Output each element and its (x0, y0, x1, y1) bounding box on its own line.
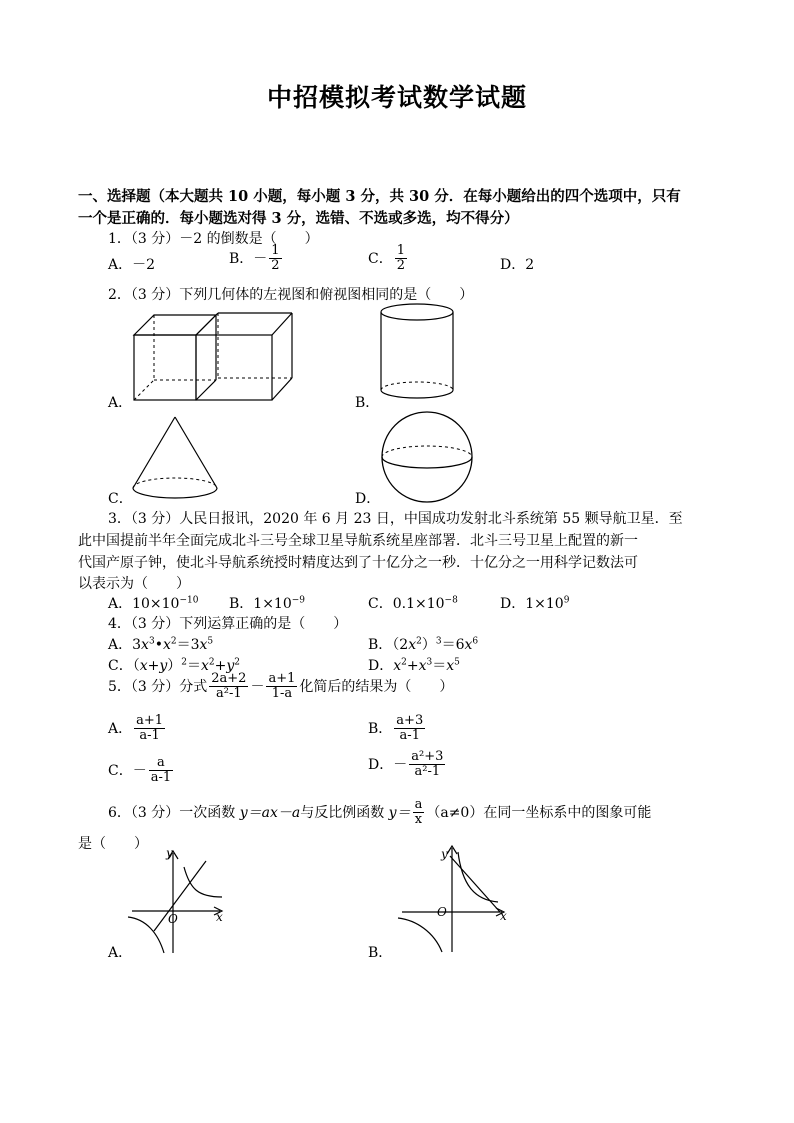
q1-c-den: 2 (396, 257, 405, 273)
q4-b-eq: ＝6 (441, 637, 465, 653)
cylinder-figure (375, 302, 460, 402)
q4-b-e2: 3 (435, 636, 442, 647)
q3-c-exp: −8 (444, 595, 458, 606)
q4-b-e1: 2 (416, 636, 422, 647)
q6-b-y-label: y (441, 847, 448, 861)
q5-fraction-2 (266, 672, 297, 700)
cone-figure (130, 415, 220, 505)
q5-f2-num: a+1 (268, 671, 296, 686)
q4-c-open: （ (132, 658, 140, 674)
q6-stem (108, 798, 651, 826)
q6-a-origin-label: O (168, 912, 178, 926)
q1-b-den: 2 (271, 257, 280, 273)
q6-stem-prefix: 6．（3 分）一次函数 (108, 805, 240, 822)
section-header-line2: 一个是正确的．每小题选对得 3 分，选错、不选或多选，均不得分） (78, 210, 519, 227)
q4-b-e3: 6 (472, 636, 479, 647)
q6-option-b: B． (368, 945, 393, 961)
q5-f1-num: 2a+2 (211, 671, 247, 686)
q3-option-b (229, 593, 305, 613)
q5-option-b (368, 714, 427, 742)
q5-d-den: a²-1 (414, 763, 441, 779)
q4-a-e3: 5 (207, 636, 214, 647)
q5-stem (108, 672, 453, 700)
q6-line2: 是（ ） (78, 836, 148, 852)
q3-option-d (500, 593, 569, 613)
q1-option-b (229, 244, 284, 272)
q4-b-x: x (408, 637, 417, 653)
q3-a-base: A．10×10 (108, 596, 180, 612)
q6-b-origin-label: O (437, 905, 447, 919)
q4-a-x2: x (162, 637, 171, 653)
q2-option-d: D． (355, 491, 381, 507)
q5-fraction-1 (209, 672, 248, 700)
q4-c-e3: 2 (234, 657, 241, 668)
q5-option-d (368, 750, 447, 778)
q3-line1: 3．（3 分）人民日报讯，2020 年 6 月 23 日，中国成功发射北斗系统第 55 颗导航卫星．至 (108, 511, 683, 527)
q1-stem: 1．（3 分）－2 的倒数是（ ） (108, 231, 319, 247)
q5-a-fraction (134, 714, 165, 742)
q4-c-e1: 2 (181, 657, 187, 668)
q4-a-x: x (141, 637, 149, 653)
q3-option-a (108, 593, 198, 613)
q6-linear-function: y＝ax－a (239, 805, 301, 822)
q1-option-a: A．－2 (108, 257, 156, 273)
q4-c-xy: x+y (139, 658, 168, 674)
q4-c-x: x (201, 658, 209, 674)
q1-c-fraction (395, 244, 407, 272)
q4-d-eq: ＝ (432, 658, 447, 674)
q4-b-open: （2 (392, 637, 409, 653)
q4-option-a (108, 634, 213, 654)
q6-a-y-label: y (166, 846, 173, 860)
q4-d-e1: 2 (401, 657, 407, 668)
q5-a-label: A． (108, 721, 133, 738)
q4-option-b (368, 634, 478, 654)
q4-b-close: ） (421, 637, 436, 653)
q5-a-num: a+1 (136, 713, 164, 728)
q5-minus: － (250, 679, 265, 696)
q4-a-eq: ＝3 (176, 637, 200, 653)
q3-a-exp: −10 (179, 595, 199, 606)
q4-d-e2: 3 (426, 657, 433, 668)
q5-b-label: B． (368, 721, 393, 738)
q4-a-coef: 3 (132, 637, 142, 653)
q4-d-label: D． (368, 658, 394, 674)
q4-a-e1: 3 (148, 636, 155, 647)
q1-b-fraction (269, 244, 281, 272)
q6-inverse-lhs: y＝ (388, 805, 411, 822)
q5-d-label: D．－ (368, 757, 408, 774)
q4-d-x2: x (418, 658, 427, 674)
page-title: 中招模拟考试数学试题 (266, 83, 527, 112)
q1-c-prefix: C． (368, 251, 393, 268)
q5-f2-den: 1-a (271, 685, 293, 701)
q2-option-c: C． (108, 491, 133, 507)
q4-c-plus: + (214, 658, 227, 674)
q4-d-x: x (393, 658, 402, 674)
q6-graph-b (392, 840, 512, 955)
q1-c-num: 1 (396, 243, 405, 258)
q5-b-fraction (394, 714, 425, 742)
q6-stem-mid: 与反比例函数 (300, 805, 389, 822)
q4-c-e2: 2 (208, 657, 215, 668)
q6-frac-den: x (414, 811, 423, 827)
q4-c-y: y (226, 658, 235, 674)
q4-b-x2: x (464, 637, 473, 653)
q4-a-label: A． (108, 637, 133, 653)
section-header-line1: 一、选择题（本大题共 10 小题，每小题 3 分，共 30 分．在每小题给出的四个选项中，只有 (78, 188, 681, 205)
q4-a-dot: • (154, 637, 163, 653)
q3-option-c (368, 593, 458, 613)
q4-c-eq: ＝ (187, 658, 201, 674)
q4-a-x3: x (199, 637, 208, 653)
q5-a-den: a-1 (139, 727, 160, 743)
q2-option-a: A． (108, 395, 133, 411)
q3-d-base: D．1×10 (500, 596, 564, 612)
q4-a-e2: 2 (170, 636, 177, 647)
sphere-figure (380, 410, 475, 505)
q5-option-a (108, 714, 167, 742)
q5-stem-suffix: 化简后的结果为（ ） (299, 679, 454, 696)
q5-option-c (108, 756, 175, 784)
q1-option-d: D．2 (500, 257, 535, 273)
q6-frac-num: a (414, 797, 423, 812)
q5-b-num: a+3 (396, 713, 424, 728)
q5-stem-prefix: 5．（3 分）分式 (108, 679, 208, 696)
q6-a-x-label: x (216, 910, 223, 924)
q4-b-label: B． (368, 637, 393, 653)
q5-c-den: a-1 (150, 769, 172, 785)
q6-fraction (413, 798, 425, 826)
q4-c-label: C． (108, 658, 133, 674)
q3-b-exp: −9 (291, 595, 306, 606)
q5-d-num: a²+3 (411, 749, 444, 764)
q3-line4: 以表示为（ ） (78, 576, 190, 592)
q5-c-fraction (149, 756, 173, 784)
q5-b-den: a-1 (399, 727, 420, 743)
q6-condition: （a≠0）在同一坐标系中的图象可能 (426, 805, 652, 822)
q5-c-num: a (149, 756, 173, 771)
q5-d-fraction (409, 750, 445, 778)
q3-c-base: C．0.1×10 (368, 596, 445, 612)
q4-d-plus: + (406, 658, 419, 674)
q2-stem: 2．（3 分）下列几何体的左视图和俯视图相同的是（ ） (108, 287, 474, 303)
q6-option-a: A． (108, 945, 133, 961)
q1-b-num: 1 (271, 243, 280, 258)
two-cubes-figure (130, 310, 295, 405)
q4-c-close: ） (167, 658, 182, 674)
q3-b-base: B．1×10 (229, 596, 292, 612)
q1-option-c (368, 244, 409, 272)
q4-d-x3: x (446, 658, 455, 674)
q3-line2: 此中国提前半年全面完成北斗三号全球卫星导航系统星座部署．北斗三号卫星上配置的新一 (78, 533, 638, 549)
q5-c-label: C．－ (108, 763, 147, 780)
q1-b-prefix: B．－ (229, 251, 268, 268)
q3-line3: 代国产原子钟，使北斗导航系统授时精度达到了十亿分之一秒．十亿分之一用科学记数法可 (78, 555, 638, 571)
q6-graph-a (128, 845, 228, 957)
q4-stem: 4．（3 分）下列运算正确的是（ ） (108, 616, 348, 632)
q3-d-exp: 9 (563, 595, 570, 606)
q6-b-x-label: x (500, 909, 507, 923)
q5-f1-den: a²-1 (216, 685, 242, 701)
q2-option-b: B． (355, 395, 380, 411)
q4-d-e3: 5 (454, 657, 460, 668)
